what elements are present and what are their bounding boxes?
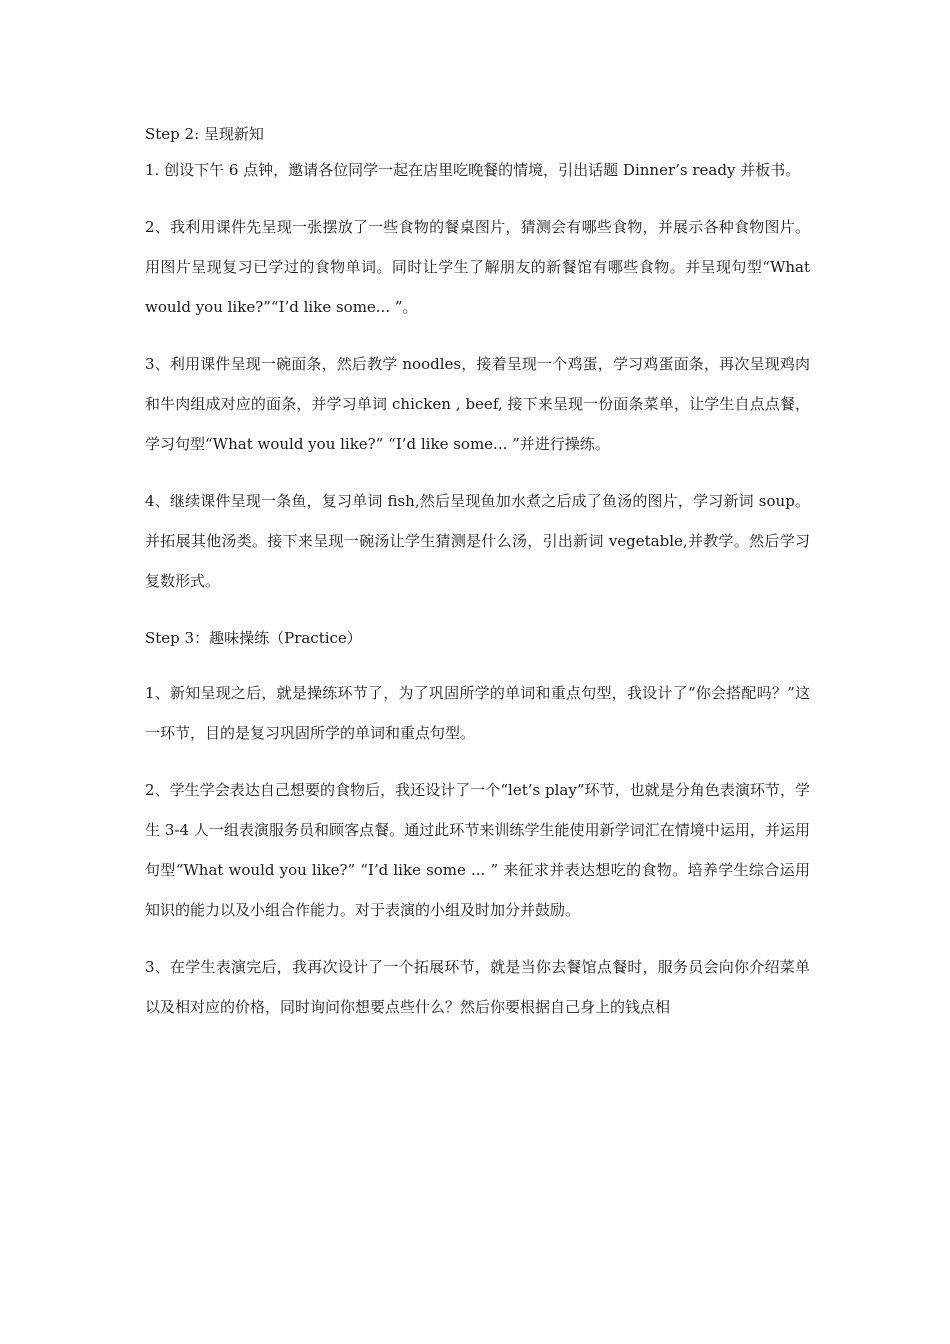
step2-paragraph-4: 4、继续课件呈现一条鱼，复习单词 fish,然后呈现鱼加水煮之后成了鱼汤的图片，学习新词 soup。并拓展其他汤类。接下来呈现一碗汤让学生猜测是什么汤，引出新词 vegetable,并教学。然后学习复数形式。 — [145, 492, 810, 590]
step2-paragraph-3: 3、利用课件呈现一碗面条，然后教学 noodles，接着呈现一个鸡蛋，学习鸡蛋面条，再次呈现鸡肉和牛肉组成对应的面条，并学习单词 chicken , beef, 接下来呈现一份面条菜单，让学生自点点餐，学习句型“What would you like?” “I’d like some... ”并进行操练。 — [145, 355, 810, 453]
step3-paragraph-3: 3、在学生表演完后，我再次设计了一个拓展环节，就是当你去餐馆点餐时，服务员会向你介绍菜单以及相对应的价格，同时询问你想要点些什么？然后你要根据自己身上的钱点相 — [145, 958, 810, 1016]
step2-heading: Step 2: 呈现新知 — [145, 125, 264, 143]
step3-heading: Step 3：趣味操练（Practice） — [145, 629, 362, 647]
step2-paragraph-1: 1. 创设下午 6 点钟，邀请各位同学一起在店里吃晚餐的情境，引出话题 Dinner’s ready 并板书。 — [145, 161, 801, 179]
step3-paragraph-1: 1、新知呈现之后，就是操练环节了，为了巩固所学的单词和重点句型，我设计了“你会搭配吗？”这一环节，目的是复习巩固所学的单词和重点句型。 — [145, 684, 810, 742]
step3-paragraph-2: 2、学生学会表达自己想要的食物后，我还设计了一个“let’s play”环节，也就是分角色表演环节，学生 3-4 人一组表演服务员和顾客点餐。通过此环节来训练学生能使用新学词汇在情境中运用，并运用句型“What would you like?” “I’d like some ... ” 来征求并表达想吃的食物。培养学生综合运用知识的能力以及小组合作能力。对于表演的小组及时加分并鼓励。 — [145, 781, 810, 919]
document-body — [145, 120, 810, 1044]
step2-paragraph-2: 2、我利用课件先呈现一张摆放了一些食物的餐桌图片，猜测会有哪些食物，并展示各种食物图片。用图片呈现复习已学过的食物单词。同时让学生了解朋友的新餐馆有哪些食物。并呈现句型“What would you like?”“I’d like some... ”。 — [145, 218, 810, 316]
